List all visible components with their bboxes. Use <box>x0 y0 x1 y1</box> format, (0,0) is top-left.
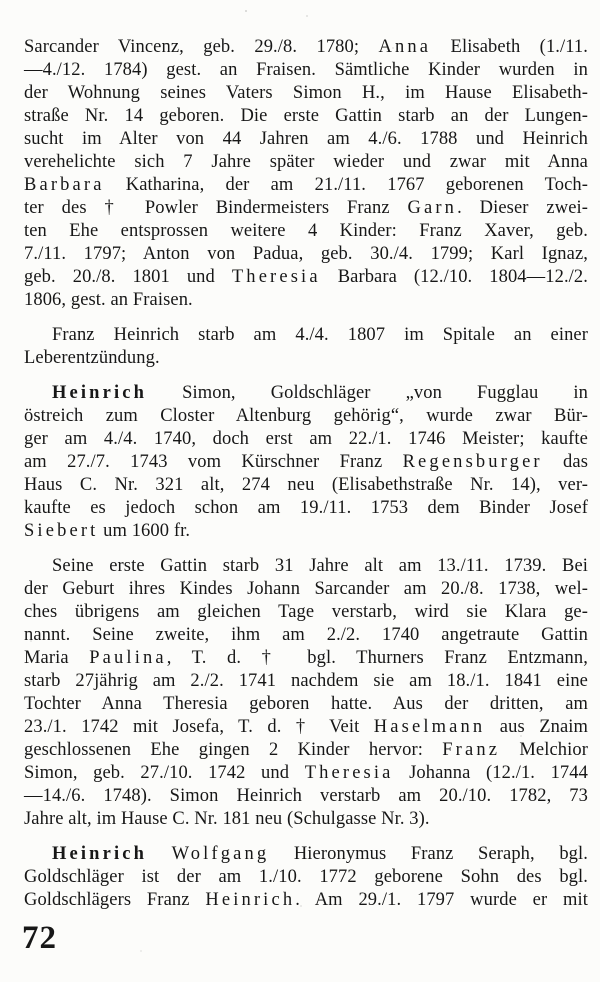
text-segment: Franz Heinrich starb am 4./4. 1807 im Spitale an einer <box>52 325 588 345</box>
text-segment: 1806, gest. an Fraisen. <box>24 290 193 310</box>
emphasized-name: Theresia <box>231 267 321 287</box>
text-segment: verehelichte sich 7 Jahre später wieder und zwar mit Anna <box>24 152 588 172</box>
text-segment: am 27./7. 1743 vom Kürschner Franz <box>24 452 403 472</box>
text-line <box>24 474 588 497</box>
text-segment: Hieronymus Franz Seraph, bgl. <box>269 844 588 864</box>
text-segment: straße Nr. 14 geboren. Die erste Gattin starb an der Lungen- <box>24 106 588 126</box>
text-line <box>24 647 588 670</box>
emphasized-name: Theresia <box>304 763 394 783</box>
text-line <box>24 808 588 831</box>
paragraph <box>24 555 588 831</box>
text-line <box>24 266 588 289</box>
text-segment: —14./6. 1748). Simon Heinrich verstarb am 20./10. 1782, 73 <box>24 786 588 806</box>
text-segment: um 1600 fr. <box>98 521 191 541</box>
emphasized-name: Siebert <box>24 521 99 541</box>
text-segment: 23./1. 1742 mit Josefa, T. d. † Veit <box>24 717 374 737</box>
text-segment: ches übrigens am gleichen Tage verstarb, wird sie Klara ge- <box>24 602 588 622</box>
text-line <box>24 739 588 762</box>
text-line <box>24 243 588 266</box>
paragraph <box>24 36 588 312</box>
text-line <box>24 520 588 543</box>
text-line <box>24 555 588 578</box>
text-line <box>24 174 588 197</box>
text-line <box>24 670 588 693</box>
text-segment: östreich zum Closter Altenburg gehörig“, wurde zwar Bür- <box>24 406 588 426</box>
text-line <box>24 289 588 312</box>
text-segment: ger am 4./4. 1740, doch erst am 22./1. 1746 Meister; kaufte <box>24 429 588 449</box>
text-segment: nannt. Seine zweite, ihm am 2./2. 1740 angetraute Gattin <box>24 625 588 645</box>
text-line <box>24 785 588 808</box>
text-segment: geschlossenen Ehe gingen 2 Kinder hervor: <box>24 740 443 760</box>
emphasized-name: Heinrich <box>52 844 148 864</box>
emphasized-name: Anna <box>378 37 432 57</box>
paragraph <box>24 382 588 543</box>
text-line <box>24 451 588 474</box>
emphasized-name: Haselmann <box>373 717 486 737</box>
text-line <box>24 762 588 785</box>
emphasized-name: Heinrich <box>205 890 296 910</box>
text-segment: aus Znaim <box>485 717 588 737</box>
text-segment: Seine erste Gattin starb 31 Jahre alt am 13./11. 1739. Bei <box>52 556 588 576</box>
text-segment: —4./12. 1784) gest. an Fraisen. Sämtliche Kinder wurden in <box>24 60 588 80</box>
text-segment: Katharina, der am 21./11. 1767 geborenen Toch- <box>104 175 588 195</box>
text-segment: Barbara (12./10. 1804—12./2. <box>320 267 588 287</box>
text-line <box>24 843 588 866</box>
text-segment: starb 27jährig am 2./2. 1741 nachdem sie am 18./1. 1841 eine <box>24 671 588 691</box>
text-line <box>24 624 588 647</box>
text-segment: Simon, geb. 27./10. 1742 und <box>24 763 305 783</box>
text-line <box>24 197 588 220</box>
text-line <box>24 601 588 624</box>
text-segment: . Dieser zwei- <box>457 198 589 218</box>
text-segment: . Am 29./1. 1797 wurde er mit <box>295 890 588 910</box>
text-segment: Simon, Goldschläger „von Fugglau in <box>147 383 588 403</box>
text-line <box>24 693 588 716</box>
text-line <box>24 324 588 347</box>
text-segment: Goldschläger ist der am 1./10. 1772 geborene Sohn des bgl. <box>24 867 588 887</box>
text-line <box>24 889 588 912</box>
emphasized-name: Wolfgang <box>171 844 270 864</box>
text-segment: der Wohnung seines Vaters Simon H., im Hause Elisabeth- <box>24 83 588 103</box>
text-line <box>24 151 588 174</box>
text-line <box>24 866 588 889</box>
text-segment: Maria <box>24 648 90 668</box>
text-segment: ter des † Powler Bindermeisters Franz <box>24 198 408 218</box>
text-segment: der Geburt ihres Kindes Johann Sarcander am 20./8. 1738, wel- <box>24 579 588 599</box>
text-line <box>24 497 588 520</box>
text-line <box>24 220 588 243</box>
text-segment: Melchior <box>500 740 588 760</box>
emphasized-name: Heinrich <box>52 383 148 403</box>
text-line <box>24 428 588 451</box>
text-segment: Elisabeth (1./11. <box>431 37 588 57</box>
text-line <box>24 36 588 59</box>
text-segment: sucht im Alter von 44 Jahren am 4./6. 1788 und Heinrich <box>24 129 588 149</box>
text-segment: Haus C. Nr. 321 alt, 274 neu (Elisabethstraße Nr. 14), ver- <box>24 475 588 495</box>
emphasized-name: Garn <box>407 198 458 218</box>
text-line <box>24 405 588 428</box>
paragraph <box>24 843 588 912</box>
text-segment: Johanna (12./1. 1744 <box>393 763 588 783</box>
text-block <box>24 36 588 924</box>
emphasized-name: Regensburger <box>402 452 543 472</box>
text-segment: Sarcander Vincenz, geb. 29./8. 1780; <box>24 37 379 57</box>
paragraph <box>24 324 588 370</box>
text-segment: ten Ehe entsprossen weitere 4 Kinder: Franz Xaver, geb. <box>24 221 588 241</box>
page-number: 72 <box>22 920 57 956</box>
text-segment: kaufte es jedoch schon am 19./11. 1753 dem Binder Josef <box>24 498 588 518</box>
emphasized-name: Franz <box>442 740 501 760</box>
text-segment: , T. d. † bgl. Thurners Franz Entzmann, <box>166 648 588 668</box>
text-line <box>24 716 588 739</box>
text-segment: Jahre alt, im Hause C. Nr. 181 neu (Schulgasse Nr. 3). <box>24 809 430 829</box>
text-segment: das <box>542 452 589 472</box>
text-segment: 7./11. 1797; Anton von Padua, geb. 30./4. 1799; Karl Ignaz, <box>24 244 588 264</box>
text-segment: geb. 20./8. 1801 und <box>24 267 232 287</box>
text-line <box>24 82 588 105</box>
text-segment: Tochter Anna Theresia geboren hatte. Aus der dritten, am <box>24 694 588 714</box>
text-line <box>24 382 588 405</box>
text-line <box>24 128 588 151</box>
text-line <box>24 347 588 370</box>
emphasized-name: Paulina <box>89 648 167 668</box>
emphasized-name: Barbara <box>24 175 105 195</box>
text-segment: Goldschlägers Franz <box>24 890 206 910</box>
text-segment <box>147 844 172 864</box>
text-line <box>24 105 588 128</box>
text-line <box>24 578 588 601</box>
text-segment: Leberentzündung. <box>24 348 160 368</box>
text-line <box>24 59 588 82</box>
